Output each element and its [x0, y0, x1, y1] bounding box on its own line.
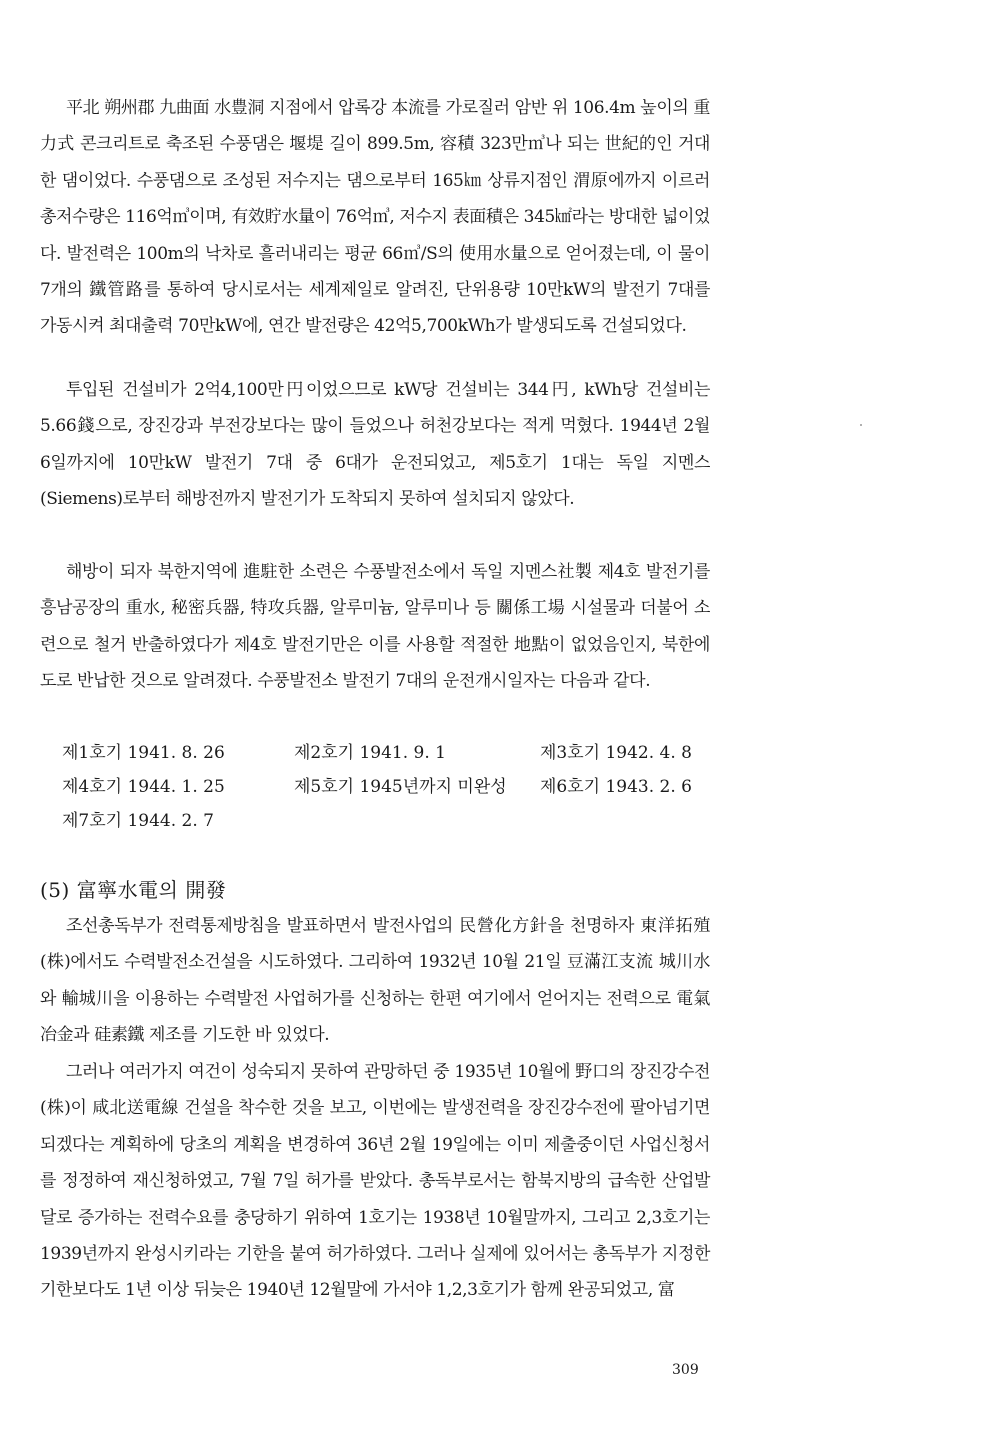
paragraph-supung-dam: 平北 朔州郡 九曲面 水豊洞 지점에서 압록강 本流를 가로질러 암반 위 106.4m 높이의 重力式 콘크리트로 축조된 수풍댐은 堰堤 길이 899.5m, 容積 323만㎥나 되는 世紀的인 거대한 댐이었다. 수풍댐으로 조성된 저수지는 댐으로부터 165㎞ 상류지점인 渭原에까지 이르러 총저수량은 116억㎥이며, 有效貯水量이 76억㎥, 저수지 表面積은 345㎢라는 방대한 넓이었다. 발전력은 100m의 낙차로 흘러내리는 평균 66㎥/S의 使用水量으로 얻어졌는데, 이 물이 7개의 鐵管路를 통하여 당시로서는 세계제일로 알려진, 단위용량 10만kW의 발전기 7대를 가동시켜 최대출력 70만kW에, 연간 발전량은 42억5,700kWh가 발생되도록 건설되었다. [40, 98, 710, 337]
paragraph-construction-cost: 투입된 건설비가 2억4,100만円이었으므로 kW당 건설비는 344円, kWh당 건설비는 5.66錢으로, 장진강과 부전강보다는 많이 들었으나 허천강보다는 적게 먹혔다. 1944년 2월 6일까지에 10만kW 발전기 7대 중 6대가 운전되었고, 제5호기 1대는 독일 지멘스(Siemens)로부터 해방전까지 발전기가 도착되지 못하여 설치되지 않았다. [40, 380, 710, 510]
section-heading: (5) 富寧水電의 開發 [40, 878, 227, 902]
schedule-entry: 제6호기 1943. 2. 6 [540, 777, 692, 797]
scan-speck [860, 424, 862, 426]
paragraph-toyo-takushoku: 조선총독부가 전력통제방침을 발표하면서 발전사업의 民營化方針을 천명하자 東洋拓殖(株)에서도 수력발전소건설을 시도하였다. 그리하여 1932년 10월 21일 豆滿江支流 城川水와 輸城川을 이용하는 수력발전 사업허가를 신청하는 한편 여기에서 얻어지는 전력으로 電氣冶金과 硅素鐵 제조를 기도한 바 있었다. [40, 916, 710, 1046]
schedule-entry: 제4호기 1944. 1. 25 [62, 777, 225, 797]
paragraph-permit-history: 그러나 여러가지 여건이 성숙되지 못하여 관망하던 중 1935년 10월에 野口의 장진강수전(株)이 咸北送電線 건설을 착수한 것을 보고, 이번에는 발생전력을 장진강수전에 팔아넘기면 되겠다는 계획하에 당초의 계획을 변경하여 36년 2월 19일에는 이미 제출중이던 사업신청서를 정정하여 재신청하였고, 7월 7일 허가를 받았다. 총독부로서는 함북지방의 급속한 산업발달로 증가하는 전력수요를 충당하기 위하여 1호기는 1938년 10월말까지, 그리고 2,3호기는 1939년까지 완성시키라는 기한을 붙여 허가하였다. 그러나 실제에 있어서는 총독부가 지정한 기한보다도 1년 이상 뒤늦은 1940년 12월말에 가서야 1,2,3호기가 함께 완공되었고, 富 [40, 1062, 710, 1301]
generator-schedule [62, 736, 722, 838]
schedule-entry: 제3호기 1942. 4. 8 [540, 743, 692, 763]
schedule-row [62, 804, 722, 838]
paragraph-soviet-removal: 해방이 되자 북한지역에 進駐한 소련은 수풍발전소에서 독일 지멘스社製 제4호 발전기를 흥남공장의 重水, 秘密兵器, 特攻兵器, 알루미늄, 알루미나 등 關係工場 시설물과 더불어 소련으로 철거 반출하였다가 제4호 발전기만은 이를 사용할 적절한 地點이 없었음인지, 북한에 도로 반납한 것으로 알려졌다. 수풍발전소 발전기 7대의 운전개시일자는 다음과 같다. [40, 562, 710, 692]
schedule-entry: 제2호기 1941. 9. 1 [294, 743, 446, 763]
schedule-row [62, 770, 722, 804]
schedule-entry: 제5호기 1945년까지 미완성 [294, 777, 507, 797]
schedule-entry: 제7호기 1944. 2. 7 [62, 811, 214, 831]
schedule-row [62, 736, 722, 770]
schedule-entry: 제1호기 1941. 8. 26 [62, 743, 225, 763]
page-number: 309 [672, 1362, 699, 1378]
